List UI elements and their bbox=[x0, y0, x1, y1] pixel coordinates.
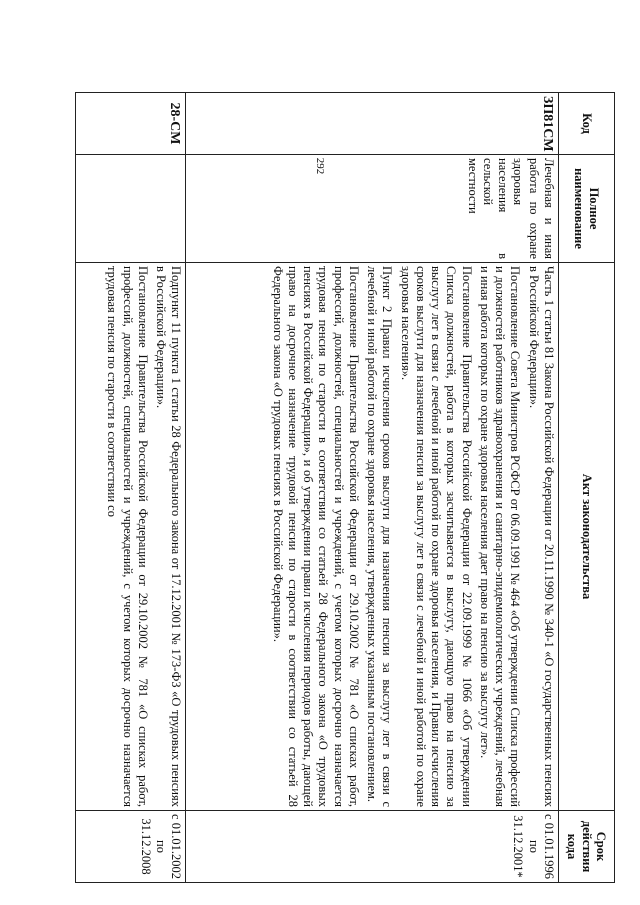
act-paragraph: Часть 1 статьи 81 Закона Российской Федерации от 20.11.1990 № 340-1 «О государственных пенсиях в Российской Федерации». bbox=[526, 266, 556, 807]
act-paragraph: Постановление Правительства Российской Федерации от 29.10.2002 № 781 «О списках работ, профессий, должностей, специальностей и учреждений, с учетом которых досрочно назначается трудовая пенсия по старости в соответствии со статьей 28 Федерального закона «О трудовых пенсиях в Российской Федерации», и об утверждении правил исчисления периодов работы, дающей право на досрочное назначение трудовой пенсии по старости в соответствии со статьей 28 Федерального закона «О трудовых пенсиях в Российской Федерации». bbox=[270, 266, 361, 807]
table-row bbox=[186, 93, 559, 883]
act-paragraph: Пункт 2 Правил исчисления сроков выслуги для назначения пенсии за выслугу лет в связи с лечебной и иной работой по охране здоровья населения, утвержденных указанным постановлением. bbox=[365, 266, 395, 807]
row-code: ЗП81СМ bbox=[186, 93, 559, 155]
header-period: Срок действия кода bbox=[559, 811, 615, 883]
table-row bbox=[76, 93, 186, 883]
header-name: Полное наименование bbox=[559, 155, 615, 263]
header-act: Акт законодательства bbox=[559, 263, 615, 811]
row-name: Лечебная и иная работа по охране здоровья населения в сельской местности bbox=[186, 155, 559, 263]
row-name bbox=[76, 155, 186, 263]
period-mid: по bbox=[154, 840, 169, 853]
row-acts bbox=[186, 263, 559, 811]
page-number: 292 bbox=[314, 157, 326, 175]
period-mid: по bbox=[526, 840, 541, 853]
period-from: с 01.01.1996 bbox=[542, 814, 556, 879]
codes-table bbox=[75, 92, 615, 883]
period-to: 31.12.2001* bbox=[511, 815, 526, 878]
header-code: Код bbox=[559, 93, 615, 155]
row-period bbox=[76, 811, 186, 883]
act-paragraph: Постановление Правительства Российской Федерации от 22.09.1999 № 1066 «Об утверждении Списка должностей, работа в которых засчитывается в выслугу, дающую право на пенсию за выслугу лет в связи с лечебной и иной работой по охране здоровья населения, и Правил исчисления сроков выслуги для назначения пенсии за выслугу лет в связи с лечебной и иной работой по охране здоровья населения». bbox=[398, 266, 474, 807]
row-code: 28-СМ bbox=[76, 93, 186, 155]
table-header-row bbox=[559, 93, 615, 883]
act-paragraph: Подпункт 11 пункта 1 статьи 28 Федерального закона от 17.12.2001 № 173-ФЗ «О трудовых пенсиях в Российской Федерации». bbox=[154, 266, 184, 807]
period-to: 31.12.2008 bbox=[138, 818, 153, 875]
rotated-table-wrapper bbox=[75, 92, 615, 882]
act-paragraph: Постановление Правительства Российской Федерации от 29.10.2002 № 781 «О списках работ, профессий, должностей, специальностей и учреждений, с учетом которых досрочно назначается трудовая пенсия по старости в соответствии со bbox=[105, 266, 150, 807]
row-period bbox=[186, 811, 559, 883]
period-from: с 01.01.2002 bbox=[169, 814, 184, 879]
act-paragraph: Постановление Совета Министров РСФСР от 06.09.1991 № 464 «Об утверждении Списка профессий и должностей работников здравоохранения и санитарно-эпидемиологических учреждений, лечебная и иная работа которых по охране здоровья населения дает право на пенсию за выслугу лет». bbox=[478, 266, 523, 807]
row-acts bbox=[76, 263, 186, 811]
